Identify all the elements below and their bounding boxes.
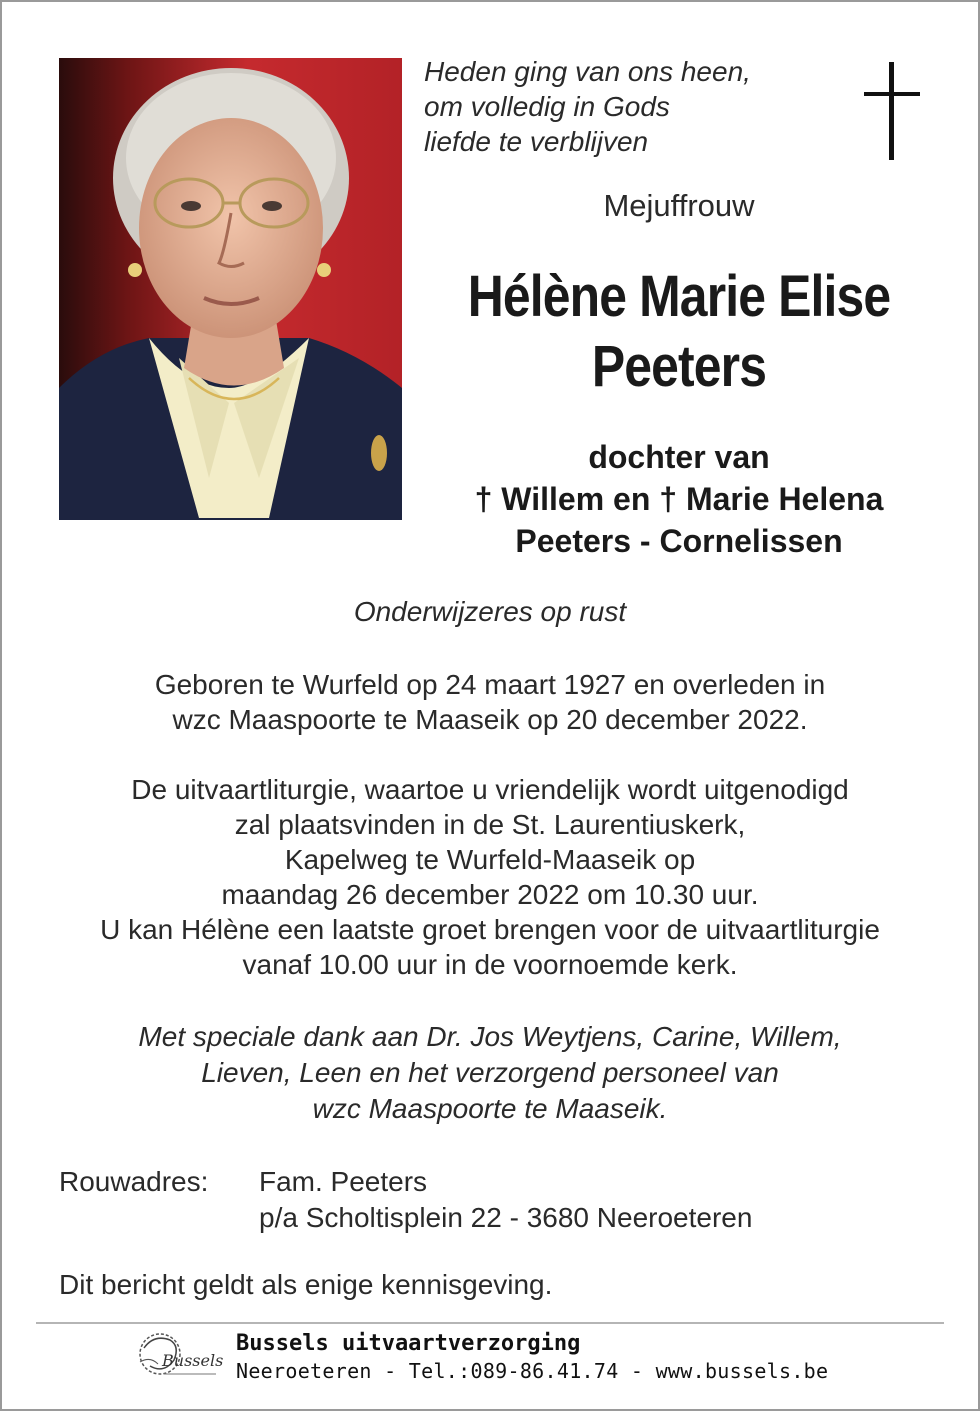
funeral-line: zal plaatsvinden in de St. Laurentiuskerk, [234, 809, 746, 840]
address-line-2: p/a Scholtisplein 22 - 3680 Neeroeteren [259, 1202, 753, 1233]
name-line-1: Hélène Marie Elise [467, 264, 891, 329]
thanks-line: Met speciale dank aan Dr. Jos Weytjens, Carine, Willem, [138, 1021, 842, 1052]
address-line-1: Fam. Peeters [259, 1166, 428, 1197]
thanks-line: Lieven, Leen en het verzorgend personeel van [201, 1057, 779, 1088]
intro-line: om volledig in Gods [424, 91, 670, 122]
company-contact: Neeroeteren - Tel.:089-86.41.74 - www.bussels.be [236, 1359, 829, 1383]
svg-text:Bussels: Bussels [162, 1351, 224, 1370]
parents-line-1: dochter van [588, 439, 770, 475]
parents-line-3: Peeters - Cornelissen [515, 523, 843, 559]
intro-line: liefde te verblijven [424, 126, 649, 157]
funeral-line: U kan Hélène een laatste groet brengen voor de uitvaartliturgie [100, 914, 880, 945]
title-prefix: Mejuffrouw [603, 188, 755, 223]
intro-verse [424, 54, 824, 159]
funeral-info [0, 772, 980, 982]
cross-icon [862, 62, 922, 160]
occupation: Onderwijzeres op rust [353, 596, 627, 627]
birth-death-info [0, 667, 980, 737]
funeral-line: De uitvaartliturgie, waartoe u vriendelijk wordt uitgenodigd [131, 774, 849, 805]
funeral-line: maandag 26 december 2022 om 10.30 uur. [221, 879, 759, 910]
footer-divider [36, 1322, 944, 1324]
company-name: Bussels uitvaartverzorging [236, 1331, 581, 1356]
funeral-line: vanaf 10.00 uur in de voornoemde kerk. [242, 949, 738, 980]
bussels-logo [130, 1326, 226, 1386]
intro-line: Heden ging van ons heen, [424, 56, 751, 87]
parents-block [424, 436, 934, 562]
birth-line-1: Geboren te Wurfeld op 24 maart 1927 en overleden in [154, 669, 826, 700]
notice-text: Dit bericht geldt als enige kennisgeving. [59, 1269, 553, 1300]
birth-line-2: wzc Maaspoorte te Maaseik op 20 december 2022. [172, 704, 808, 735]
name-line-2: Peeters [591, 334, 767, 399]
parents-line-2: † Willem en † Marie Helena [474, 481, 884, 517]
deceased-name [460, 262, 899, 402]
funeral-line: Kapelweg te Wurfeld-Maaseik op [284, 844, 696, 875]
address-label: Rouwadres: [59, 1166, 209, 1197]
thanks-note [0, 1019, 980, 1127]
thanks-line: wzc Maaspoorte te Maaseik. [312, 1093, 668, 1124]
portrait-photo [59, 58, 402, 520]
